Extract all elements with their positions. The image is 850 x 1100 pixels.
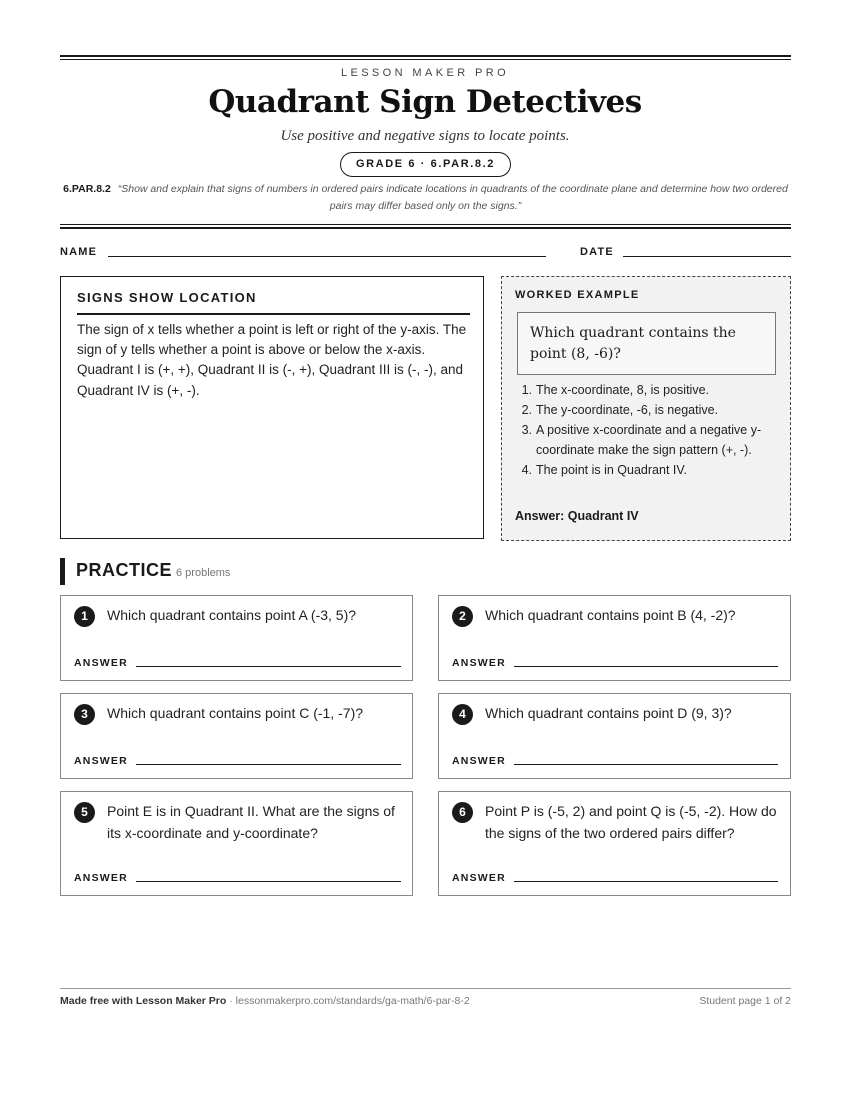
- worked-example-step: 2. The y-coordinate, -6, is negative.: [521, 403, 719, 417]
- problem-question: Point E is in Quadrant II. What are the signs of its x-coordinate and y-coordinate?: [107, 803, 395, 841]
- worked-example-steps: [515, 380, 777, 480]
- signs-body-text: The sign of x tells whether a point is left or right of the y-axis. The sign of y tells whether a point is above or below the x-axis. Quadrant I is (+, +), Quadrant II is (-, +), Quadrant III is (-, -), and Quadrant IV is (+, -).: [77, 322, 467, 398]
- problem-card-5: [60, 791, 413, 896]
- worked-example-question: Which quadrant contains the point (8, -6)?: [517, 312, 776, 375]
- name-field-line[interactable]: [108, 256, 546, 257]
- footer-url[interactable]: · lessonmakerpro.com/standards/ga-math/6-par-8-2: [226, 995, 470, 1007]
- page-title: Quadrant Sign Detectives: [208, 84, 642, 120]
- problem-question: Point P is (-5, 2) and point Q is (-5, -2). How do the signs of the two ordered pairs differ?: [485, 803, 777, 841]
- answer-label: ANSWER: [74, 657, 128, 669]
- signs-heading: SIGNS SHOW LOCATION: [77, 290, 257, 305]
- answer-line[interactable]: [514, 881, 778, 882]
- worked-example-box: [501, 276, 791, 541]
- problem-question: Which quadrant contains point A (-3, 5)?: [107, 607, 357, 623]
- header-top-rule: [60, 55, 791, 57]
- page-subtitle: Use positive and negative signs to locate points.: [280, 128, 570, 144]
- worked-example-answer: Answer: Quadrant IV: [515, 509, 639, 523]
- answer-line[interactable]: [136, 881, 401, 882]
- practice-title: PRACTICE: [76, 560, 173, 580]
- standard-code: 6.PAR.8.2: [63, 183, 111, 195]
- problem-number-badge: 4: [452, 704, 473, 725]
- answer-label: ANSWER: [74, 872, 128, 884]
- answer-label: ANSWER: [452, 657, 506, 669]
- header-bottom-rule: [60, 227, 791, 229]
- practice-accent-bar: [60, 558, 65, 585]
- worked-example-step: 1. The x-coordinate, 8, is positive.: [521, 383, 709, 397]
- date-field-line[interactable]: [623, 256, 791, 257]
- answer-line[interactable]: [514, 666, 778, 667]
- worked-example-step: 3. A positive x-coordinate and a negative y-coordinate make the sign pattern (+, -).: [521, 423, 762, 457]
- signs-heading-rule: [77, 313, 470, 315]
- problem-question: Which quadrant contains point B (4, -2)?: [485, 607, 736, 623]
- standard-text: “Show and explain that signs of numbers in ordered pairs indicate locations in quadrants of the coordinate plane and determine how two ordered pairs may differ based only on the signs.”: [117, 183, 788, 212]
- header-bottom-rule-thin: [60, 224, 791, 225]
- problem-number-badge: 5: [74, 802, 95, 823]
- problem-question: Which quadrant contains point D (9, 3)?: [485, 705, 732, 721]
- answer-line[interactable]: [136, 666, 401, 667]
- practice-count: 6 problems: [176, 567, 231, 579]
- problem-card-6: [438, 791, 791, 896]
- problem-card-3: [60, 693, 413, 779]
- header-top-rule-thin: [60, 59, 791, 60]
- problem-question: Which quadrant contains point C (-1, -7)?: [107, 705, 364, 721]
- footer-page-number: Student page 1 of 2: [699, 995, 791, 1007]
- date-label: DATE: [580, 246, 614, 258]
- answer-label: ANSWER: [74, 755, 128, 767]
- problem-number-badge: 1: [74, 606, 95, 627]
- problem-card-1: [60, 595, 413, 681]
- grade-badge: GRADE 6 · 6.PAR.8.2: [340, 152, 511, 177]
- worked-example-step: 4. The point is in Quadrant IV.: [521, 463, 688, 477]
- answer-label: ANSWER: [452, 872, 506, 884]
- answer-line[interactable]: [514, 764, 778, 765]
- footer-made-with: Made free with Lesson Maker Pro: [60, 995, 227, 1007]
- name-label: NAME: [60, 246, 98, 258]
- worked-example-heading: WORKED EXAMPLE: [515, 289, 640, 301]
- problem-card-4: [438, 693, 791, 779]
- answer-label: ANSWER: [452, 755, 506, 767]
- standard-description: [60, 181, 791, 215]
- brand-name: LESSON MAKER PRO: [340, 67, 510, 79]
- problem-card-2: [438, 595, 791, 681]
- problem-number-badge: 2: [452, 606, 473, 627]
- footer-rule: [60, 988, 791, 989]
- footer-credit: [60, 995, 470, 1007]
- signs-show-location-box: [60, 276, 484, 539]
- answer-line[interactable]: [136, 764, 401, 765]
- problem-number-badge: 6: [452, 802, 473, 823]
- problem-number-badge: 3: [74, 704, 95, 725]
